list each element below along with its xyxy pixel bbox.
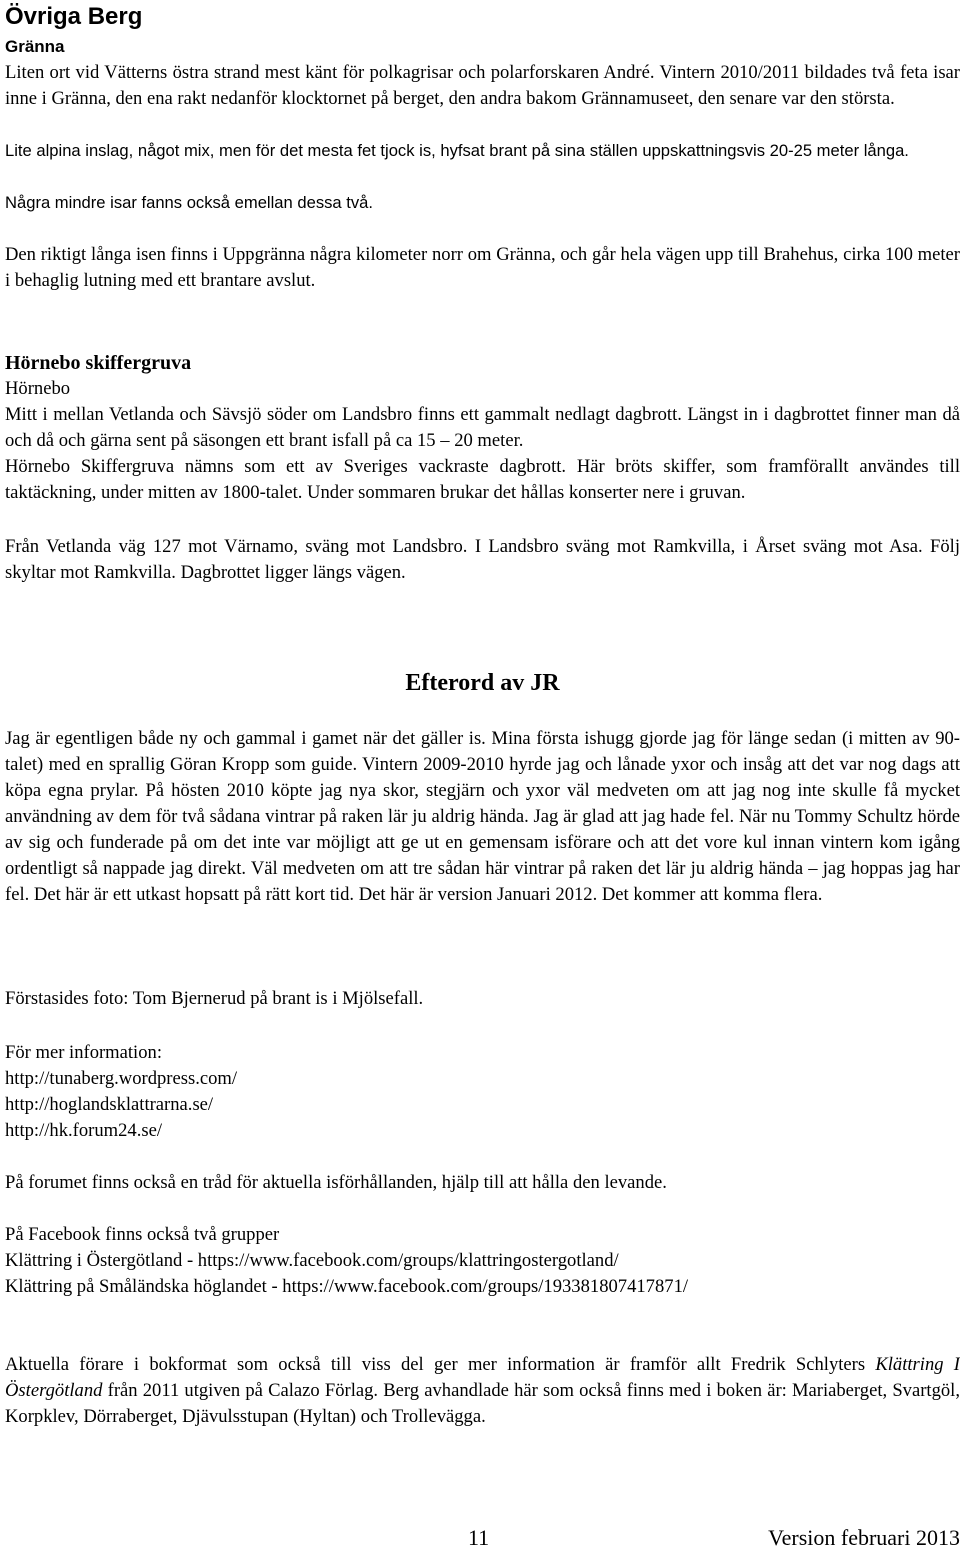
subsection-title-hornebo: Hörnebo [5, 378, 71, 399]
paragraph-uppgranna: Den riktigt långa isen finns i Uppgränna några kilometer norr om Gränna, och går hela vägen upp till Brahehus, cirka 100 meter i behaglig lutning med ett brantare avslut. [5, 244, 960, 291]
section-title-ovriga-berg: Övriga Berg [5, 3, 143, 30]
paragraph-hornebo-directions: Från Vetlanda väg 127 mot Värnamo, sväng mot Landsbro. I Landsbro sväng mot Ramkvilla, i Årset sväng mot Asa. Följ skyltar mot Ramkvilla. Dagbrottet ligger längs vägen. [5, 536, 960, 583]
link-hoglandsklattrarna[interactable]: http://hoglandsklattrarna.se/ [5, 1094, 214, 1115]
paragraph-granna-intro: Liten ort vid Vätterns östra strand mest känt för polkagrisar och polarforskaren André. Vintern 2010/2011 bildades två feta isar inne i Gränna, den ena rakt nedanför klocktornet på berget, den andra bakom Grännamuseet, den senare var den största. [5, 62, 960, 109]
book-text-post: från 2011 utgiven på Calazo Förlag. Berg avhandlade här som också finns med i boken är: Mariaberget, Svartgöl, Korpklev, Dörraberget, Djävulsstupan (Hyltan) och Trolleväggа. [5, 1380, 960, 1427]
forum-note: På forumet finns också en tråd för aktuella isförhållanden, hjälp till att hålla den levande. [5, 1172, 667, 1193]
version-label: Version februari 2013 [768, 1525, 960, 1550]
book-text-pre: Aktuella förare i bokformat som också till viss del ger mer information är framför allt Fredrik Schlyters [5, 1354, 876, 1375]
facebook-group-ostergotland[interactable]: Klättring i Östergötland - https://www.facebook.com/groups/klattringostergotland/ [5, 1250, 619, 1271]
paragraph-granna-mindre: Några mindre isar fanns också emellan dessa två. [5, 193, 374, 212]
subsection-title-granna: Gränna [5, 37, 65, 56]
facebook-group-smaland[interactable]: Klättring på Småländska höglandet - https://www.facebook.com/groups/193381807417871/ [5, 1276, 689, 1297]
page-number: 11 [468, 1525, 490, 1550]
facebook-label: På Facebook finns också två grupper [5, 1224, 280, 1245]
paragraph-hornebo-history: Hörnebo Skiffergruva nämns som ett av Sveriges vackraste dagbrott. Här bröts skiffer, som framförallt användes till taktäckning, under mitten av 1800-talet. Under sommaren brukar det hållas konserter nere i gruvan. [5, 456, 960, 503]
section-title-hornebo: Hörnebo skiffergruva [5, 352, 192, 374]
link-forum24[interactable]: http://hk.forum24.se/ [5, 1120, 163, 1141]
more-info-label: För mer information: [5, 1042, 162, 1063]
book-title: Klättring I Östergötland [5, 1354, 960, 1401]
link-tunaberg[interactable]: http://tunaberg.wordpress.com/ [5, 1068, 238, 1089]
paragraph-book-guides [5, 1352, 960, 1430]
paragraph-granna-alpina: Lite alpina inslag, något mix, men för det mesta fet tjock is, hyfsat brant på sina ställen uppskattningsvis 20-25 meter långa. [5, 141, 909, 160]
paragraph-efterord: Jag är egentligen både ny och gammal i gamet när det gäller is. Mina första ishugg gjorde jag för länge sedan (i mitten av 90-talet) med en sprallig Göran Kropp som guide. Vintern 2009-2010 hyrde jag och lånade yxor och insåg att det var nog dags att köpa egna prylar. På hösten 2010 köpte jag nya skor, stegjärn och yxor väl medveten om att jag nog inte skulle få mycket användning av dem för två sådana vintrar på raken lär ju aldrig hända. Jag är glad att jag hade fel. När nu Tommy Schultz hörde av sig och funderade på om det inte var möjligt att ge ut en gemensam isförare och att det vore kul innan vintern kom igång ordentligt så nappade jag direkt. Väl medveten om att tre sådan här vintrar på raken det lär ju aldrig hända – jag hoppas jag har fel. Det här är ett utkast hopsatt på rätt kort tid. Det här är version Januari 2012. Det kommer att komma flera. [5, 728, 960, 905]
photo-credit: Förstasides foto: Tom Bjernerud på brant is i Mjölsefall. [5, 988, 424, 1009]
paragraph-hornebo-location: Mitt i mellan Vetlanda och Sävsjö söder om Landsbro finns ett gammalt nedlagt dagbrott. Längst in i dagbrottet finner man då och då och gärna sent på säsongen ett brant isfall på ca 15 – 20 meter. [5, 404, 960, 451]
section-title-efterord: Efterord av JR [405, 670, 560, 696]
